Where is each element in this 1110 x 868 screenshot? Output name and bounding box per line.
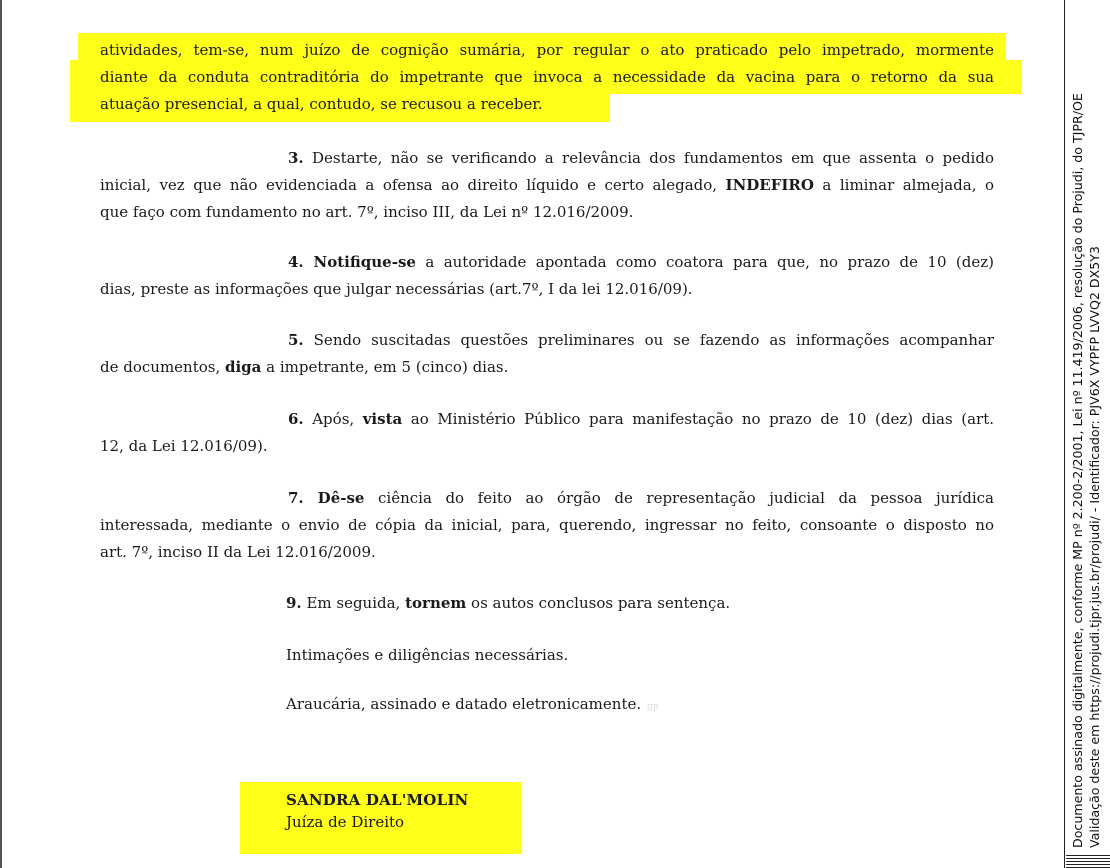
p4-line-1 (100, 249, 994, 276)
p3-line-2 (100, 172, 994, 199)
margin-stripes (1066, 855, 1110, 868)
p7-de-se: Dê-se (303, 489, 365, 507)
signature-title: Juíza de Direito (286, 813, 405, 831)
signature-block (286, 789, 468, 833)
p6-line-1-text-b: ao Ministério Público para manifestação no prazo de 10 (dez) dias (art. (402, 410, 994, 428)
paragraph-6 (100, 406, 994, 460)
p9-text-b: os autos conclusos para sentença. (466, 594, 731, 612)
closing-faint-mark: gp (647, 702, 659, 712)
paragraph-4 (100, 249, 994, 303)
p6-line-1 (100, 406, 994, 433)
intro-line-1: atividades, tem-se, num juízo de cognição sumária, por regular o ato praticado pelo impetrado, mormente (100, 41, 994, 59)
closing-intimacoes: Intimações e diligências necessárias. (286, 646, 569, 664)
p6-line-2: 12, da Lei 12.016/09). (100, 437, 268, 455)
paragraph-7 (100, 485, 994, 566)
p4-line-2: dias, preste as informações que julgar necessárias (art.7º, I da lei 12.016/09). (100, 280, 693, 298)
closing-araucaria (286, 693, 659, 718)
intro-line-2: diante da conduta contraditória do impetrante que invoca a necessidade da vacina para o retorno da sua (100, 68, 994, 86)
p3-line-1-text: Destarte, não se verificando a relevância dos fundamentos em que assenta o pedido (303, 149, 994, 167)
intro-line-3: atuação presencial, a qual, contudo, se recusou a receber. (100, 95, 543, 113)
p5-line-2-text-b: a impetrante, em 5 (cinco) dias. (261, 358, 509, 376)
p5-line-1-text: Sendo suscitadas questões preliminares ou se fazendo as informações acompanhar (303, 331, 994, 349)
p7-line-2: interessada, mediante o envio de cópia da inicial, para, querendo, ingressar no feito, consoante o disposto no (100, 516, 994, 534)
p6-vista: vista (362, 410, 403, 428)
p5-line-2 (100, 354, 994, 381)
p4-line-1-text: a autoridade apontada como coatora para que, no prazo de 10 (dez) (415, 253, 994, 271)
p3-indefiro: INDEFIRO (725, 176, 814, 194)
signature-name: SANDRA DAL'MOLIN (286, 791, 469, 809)
p9-number: 9. (286, 594, 302, 612)
p3-line-2-text-b: a liminar almejada, o (813, 176, 994, 194)
p7-line-3: art. 7º, inciso II da Lei 12.016/2009. (100, 543, 376, 561)
p6-line-1-text-a: Após, (303, 410, 363, 428)
paragraph-9 (286, 592, 730, 614)
p4-number: 4. (288, 253, 304, 271)
p5-line-2-text-a: de documentos, (100, 358, 225, 376)
margin-rule (1064, 0, 1065, 868)
p3-line-2-text-a: inicial, vez que não evidenciada a ofensa ao direito líquido e certo alegado, (100, 176, 726, 194)
margin-note-line-1: Documento assinado digitalmente, conforme MP nº 2.200-2/2001, Lei nº 11.419/2006, resolução do Projudi, do TJPR/OE (1070, 93, 1085, 848)
page-left-border (0, 0, 2, 868)
p9-tornem: tornem (405, 594, 467, 612)
p5-line-1 (100, 327, 994, 354)
p3-line-3: que faço com fundamento no art. 7º, inciso III, da Lei nº 12.016/2009. (100, 203, 634, 221)
p5-number: 5. (288, 331, 304, 349)
paragraph-intro (100, 37, 994, 118)
p9-text-a: Em seguida, (301, 594, 406, 612)
paragraph-5 (100, 327, 994, 381)
closing-araucaria-text: Araucária, assinado e datado eletronicamente. (286, 695, 642, 713)
paragraph-3 (100, 145, 994, 226)
p4-notifique: Notifique-se (303, 253, 416, 271)
p6-number: 6. (288, 410, 304, 428)
p3-number: 3. (288, 149, 304, 167)
margin-note-line-2: Validação deste em https://projudi.tjpr.jus.br/projudi/ - Identificador: PJV6X VYPFP LVVQ2 DX5Y3 (1087, 246, 1102, 848)
p3-line-1 (100, 145, 994, 172)
p7-number: 7. (288, 489, 304, 507)
p7-line-1 (100, 485, 994, 512)
p5-diga: diga (225, 358, 262, 376)
p7-line-1-text: ciência do feito ao órgão de representação judicial da pessoa jurídica (364, 489, 994, 507)
